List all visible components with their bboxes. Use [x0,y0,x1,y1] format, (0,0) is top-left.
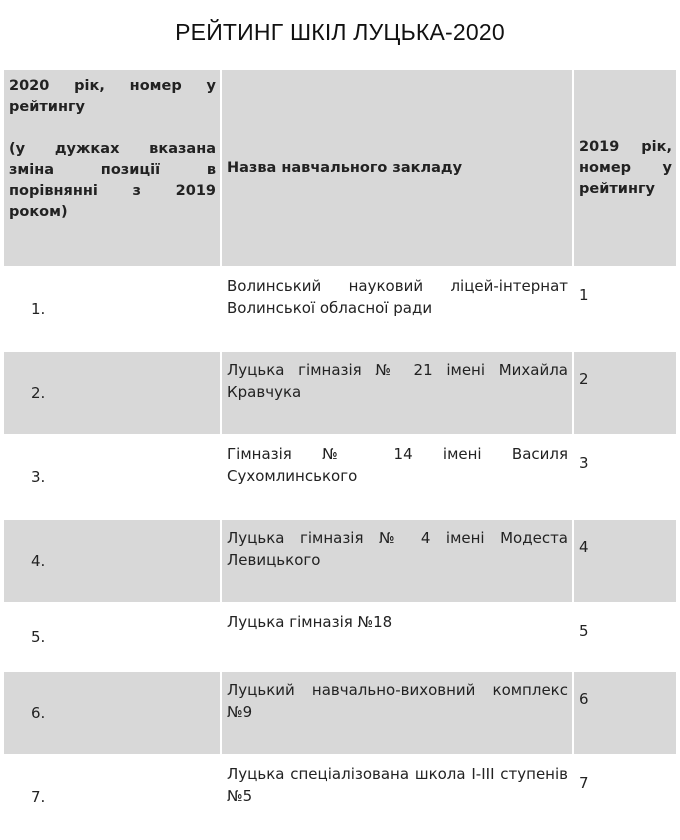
school-name-cell: Луцька спеціалізована школа І-ІІІ ступенів №5 [227,765,568,805]
table-row [4,604,676,670]
header-rank-2020 [4,70,220,266]
school-name-cell: Волинський науковий ліцей-інтернат Волинської обласної ради [227,277,568,317]
rank-2019-cell: 1 [579,286,589,304]
table-row [4,268,676,350]
rank-2020-cell: 4. [4,520,220,602]
rank-2020-cell: 1. [31,300,46,318]
school-name-cell: Луцька гімназія №18 [227,613,393,631]
header-rank-2019: 2019 рік, номер у рейтингу [574,70,676,266]
header-rank-2020-label: 2020 рік, номер у рейтингу [9,78,216,115]
rank-2019-cell: 6 [574,672,676,754]
table-row [4,436,676,518]
rank-2020-cell: 5. [31,628,46,646]
header-school-name: Назва навчального закладу [222,70,572,266]
rank-2020-cell: 3. [31,468,46,486]
school-name-cell: Луцький навчально-виховний комплекс №9 [222,672,572,754]
rank-2019-cell: 2 [574,352,676,434]
rank-2019-cell: 3 [579,454,589,472]
rank-2019-cell: 7 [579,774,589,792]
rank-2019-cell: 5 [579,622,589,640]
rank-2019-cell: 4 [574,520,676,602]
page-title: РЕЙТИНГ ШКІЛ ЛУЦЬКА-2020 [175,19,505,45]
table-row [4,352,676,434]
table-row [4,756,676,838]
rank-2020-cell: 7. [31,788,46,806]
school-name-cell: Гімназія № 14 імені Василя Сухомлинського [227,445,568,485]
school-name-cell: Луцька гімназія № 4 імені Модеста Левицького [222,520,572,602]
table-row [4,520,676,602]
school-name-cell: Луцька гімназія № 21 імені Михайла Кравчука [222,352,572,434]
table-header-row [4,70,676,266]
rank-2020-cell: 6. [4,672,220,754]
rating-table [2,68,678,840]
header-rank-2020-note: (у дужках вказана зміна позиції в порівнянні з 2019 роком) [9,141,216,220]
table-row [4,672,676,754]
rank-2020-cell: 2. [4,352,220,434]
